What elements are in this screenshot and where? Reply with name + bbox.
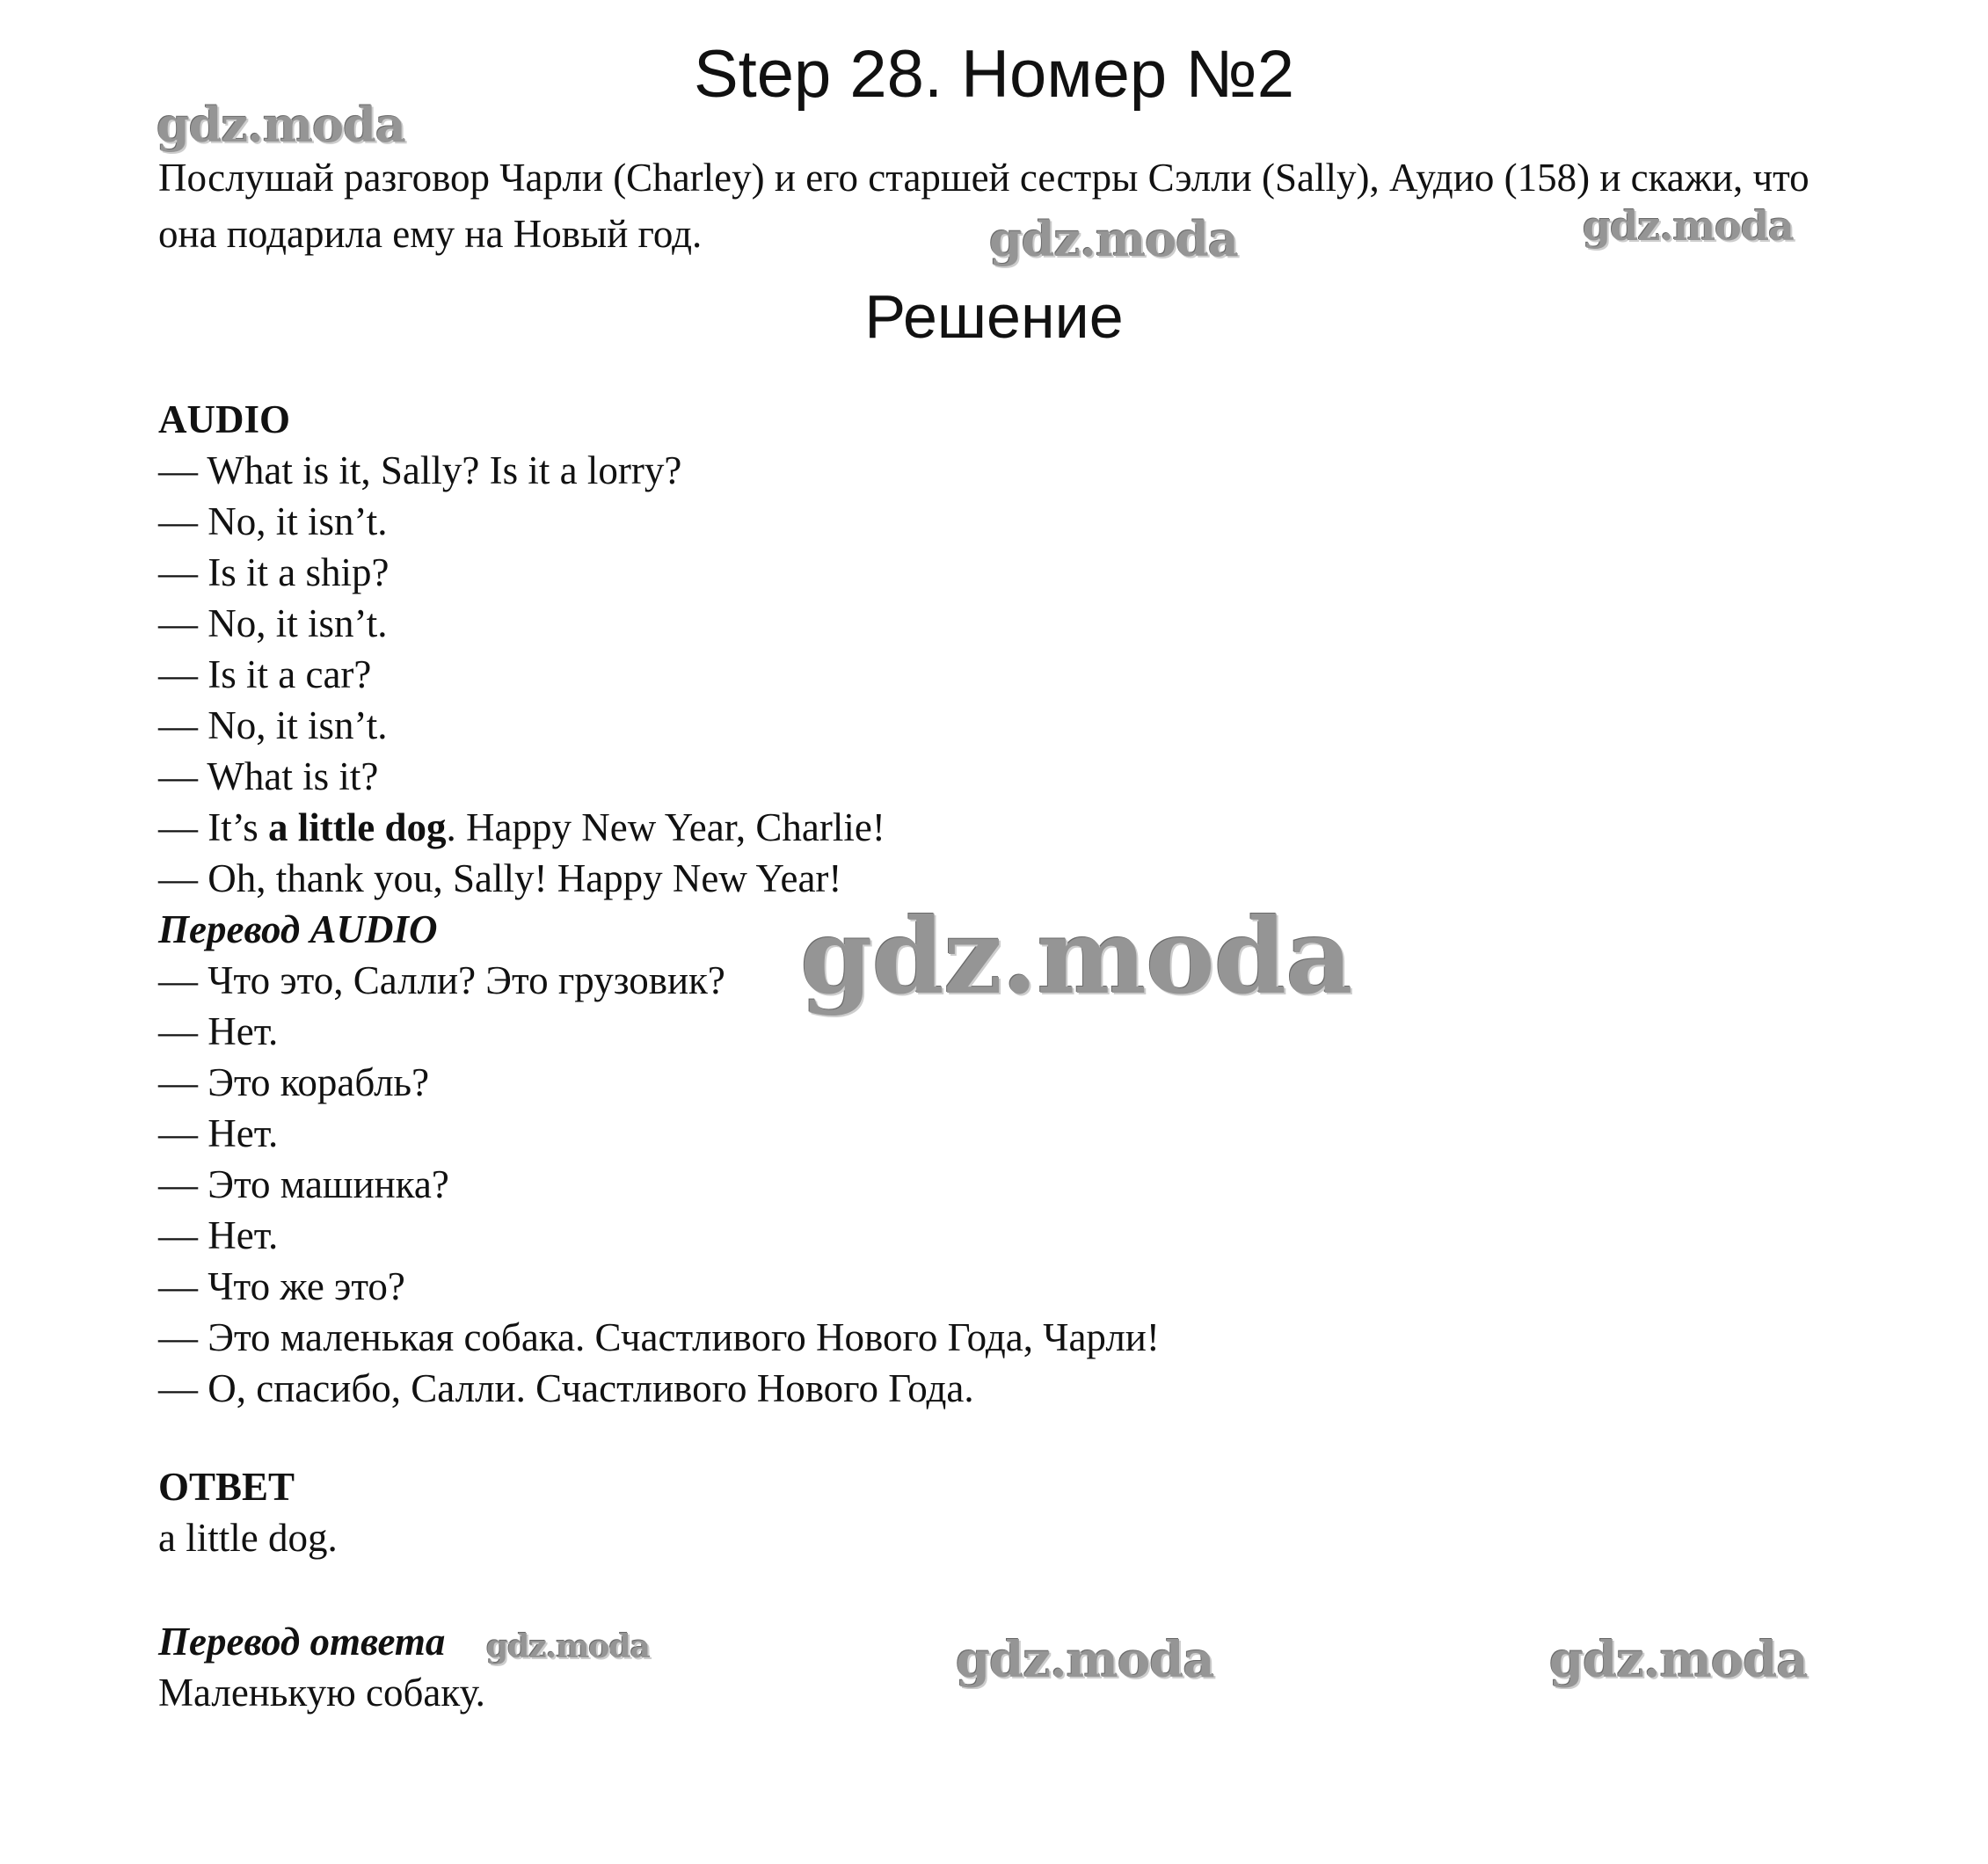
translation-line: — Это корабль?	[158, 1060, 430, 1104]
answer-text: a little dog.	[158, 1516, 338, 1560]
watermark: gdz.moda	[800, 895, 1352, 1017]
translation-line: — Что же это?	[158, 1264, 405, 1308]
audio-line: — Is it a ship?	[158, 550, 390, 594]
audio-line-bold: a little dog	[268, 805, 447, 849]
translation-line: — О, спасибо, Салли. Счастливого Нового Года.	[158, 1366, 974, 1410]
audio-line: — No, it isn’t.	[158, 703, 388, 747]
task-text: Послушай разговор Чарли (Charley) и его старшей сестры Сэлли (Sally), Аудио (158) и скажи, что она подарила ему на Новый год.	[158, 156, 1810, 256]
translation-line: — Нет.	[158, 1213, 279, 1257]
watermark: gdz.moda	[1583, 202, 1794, 250]
answer-heading: ОТВЕТ	[158, 1465, 295, 1509]
translation-line: — Нет.	[158, 1009, 279, 1053]
translation-line: — Это машинка?	[158, 1162, 449, 1206]
audio-line: — No, it isn’t.	[158, 499, 388, 543]
audio-line: — What is it, Sally? Is it a lorry?	[158, 448, 682, 492]
audio-heading: AUDIO	[158, 397, 291, 441]
audio-line: — What is it?	[158, 754, 379, 798]
watermark: gdz.moda	[1549, 1631, 1808, 1689]
answer-translation-text: Маленькую собаку.	[158, 1671, 485, 1715]
translation-line: — Нет.	[158, 1111, 279, 1155]
audio-line: — Is it a car?	[158, 652, 372, 696]
audio-line-post: . Happy New Year, Charlie!	[446, 805, 885, 849]
watermark: gdz.moda	[956, 1631, 1214, 1689]
translation-line: — Что это, Салли? Это грузовик?	[158, 958, 725, 1002]
watermark: gdz.moda	[486, 1628, 650, 1665]
page-title: Step 28. Номер №2	[693, 37, 1295, 112]
solution-heading: Решение	[864, 282, 1124, 351]
audio-line: — No, it isn’t.	[158, 601, 388, 645]
audio-line: — Oh, thank you, Sally! Happy New Year!	[158, 856, 842, 900]
audio-line-pre: — It’s	[158, 805, 269, 849]
answer-section	[158, 1461, 1829, 1563]
audio-line-answer	[158, 802, 1829, 853]
audio-section	[158, 394, 1829, 904]
translation-line: — Это маленькая собака. Счастливого Нового Года, Чарли!	[158, 1315, 1160, 1359]
answer-translation-heading: Перевод ответа	[158, 1620, 446, 1664]
translation-heading: Перевод AUDIO	[158, 907, 438, 951]
watermark: gdz.moda	[157, 97, 405, 153]
watermark: gdz.moda	[989, 211, 1238, 267]
